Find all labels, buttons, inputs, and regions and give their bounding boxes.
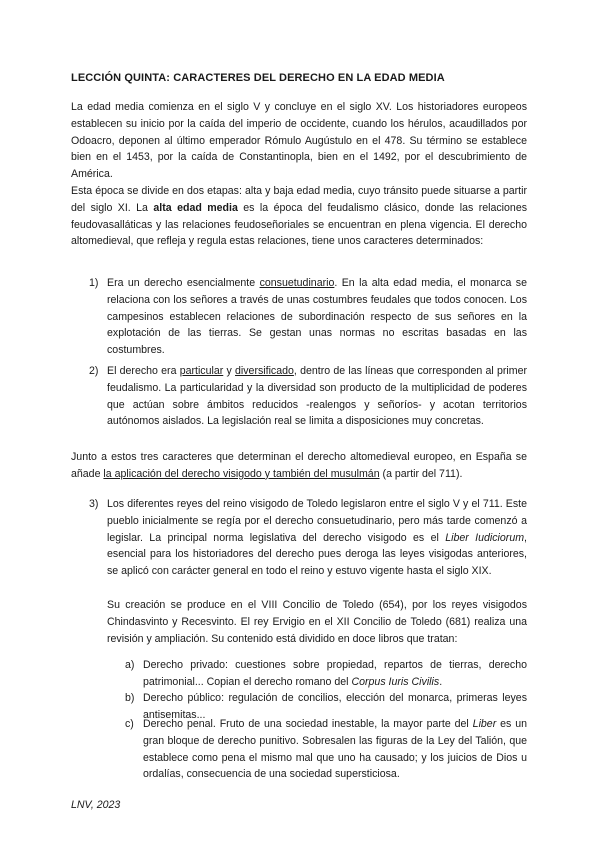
bold-term: alta edad media xyxy=(153,201,238,214)
list-item-consuetudinary: Era un derecho esencialmente consuetudinario. En la alta edad media, el monarca se relaciona con los señores a través de unas costumbres feudales que todos conocen. Los campesinos establecen relaciones de subordinación respecto de sus señores en la explotación de las tierras. Se gestan unas normas no escritas basadas en las costumbres. xyxy=(107,277,527,357)
sublist-letter: c) xyxy=(125,718,134,730)
underlined-term: particular xyxy=(179,365,224,377)
sublist-item-private-law: Derecho privado: cuestiones sobre propiedad, repartos de tierras, derecho patrimonial... Copian el derecho romano del Corpus Iuris Civilis. xyxy=(143,659,527,688)
italic-title: Corpus Iuris Civilis xyxy=(351,675,440,688)
italic-title: Liber Iudiciorum xyxy=(445,531,525,544)
list-number: 2) xyxy=(89,365,99,377)
intro-paragraph: La edad media comienza en el siglo V y concluye en el siglo XV. Los historiadores europeos establecen su inicio por la caída del imperio de occidente, cuando los hérulos, acaudillados por Odoacro, deponen al último emperador Rómulo Augústulo en el 478. Su término se establece bien en el 1453, por la caída de Constantinopla, bien en el 1492, por el descubrimiento de América. xyxy=(71,101,527,181)
sublist-item-public-law: Derecho público: regulación de concilios, elección del monarca, primeras leyes antisemitas... xyxy=(143,692,527,721)
list-item-particular: El derecho era particular y diversificado, dentro de las líneas que corresponden al primer feudalismo. La particularidad y la diversidad son producto de la multiplicidad de poderes que actúan sobre ámbitos reducidos -realengos y señoríos- y acotan territorios autónomos aislados. La legislación real se limita a disposiciones muy concretas. xyxy=(107,365,527,428)
list-number: 3) xyxy=(89,498,99,510)
list-number: 1) xyxy=(89,277,99,289)
sublist-letter: a) xyxy=(125,659,135,671)
lesson-title: LECCIÓN QUINTA: CARACTERES DEL DERECHO EN LA EDAD MEDIA xyxy=(71,72,445,84)
list-item-visigoth: Los diferentes reyes del reino visigodo de Toledo legislaron entre el siglo V y el 711. Este pueblo inicialmente se regía por el derecho consuetudinario, pero más tarde comenzó a legislar. La principal norma legislativa del derecho visigodo es el Liber Iudiciorum, esencial para los historiadores del derecho pues deroga las leyes visigodas anteriores, se aplicó con carácter general en todo el reino y estuvo vigente hasta el siglo XIX. xyxy=(107,498,527,578)
underlined-phrase: la aplicación del derecho visigodo y también del musulmán xyxy=(103,467,380,480)
spain-paragraph: Junto a estos tres caracteres que determinan el derecho altomedieval europeo, en España se añade la aplicación del derecho visigodo y también del musulmán (a partir del 711). xyxy=(71,451,527,480)
creation-paragraph: Su creación se produce en el VIII Concilio de Toledo (654), por los reyes visigodos Chindasvinto y Recesvinto. El rey Ervigio en el XII Concilio de Toledo (681) realiza una revisión y ampliación. Su contenido está dividido en doce libros que tratan: xyxy=(107,599,527,645)
underlined-term: consuetudinario xyxy=(259,277,335,289)
sublist-letter: b) xyxy=(125,692,135,704)
italic-title: Liber xyxy=(472,718,497,730)
periods-paragraph: Esta época se divide en dos etapas: alta y baja edad media, cuyo tránsito puede situarse a partir del siglo XI. La alta edad media es la época del feudalismo clásico, donde las relaciones feudovasalláticas y las relaciones feudoseñoriales se encuentran en plena vigencia. El derecho altomedieval, que refleja y regula estas relaciones, tiene unos caracteres determinados: xyxy=(71,185,528,248)
underlined-term: diversificado xyxy=(235,365,294,377)
footer-signature: LNV, 2023 xyxy=(71,799,121,811)
sublist-item-criminal-law: Derecho penal. Fruto de una sociedad inestable, la mayor parte del Liber es un gran bloque de derecho punitivo. Sobresalen las figuras de la Ley del Talión, que establece como pena el mismo mal que uno ha causado; y los juicios de Dios u ordalías, consecuencia de una sociedad supersticiosa. xyxy=(143,718,527,781)
